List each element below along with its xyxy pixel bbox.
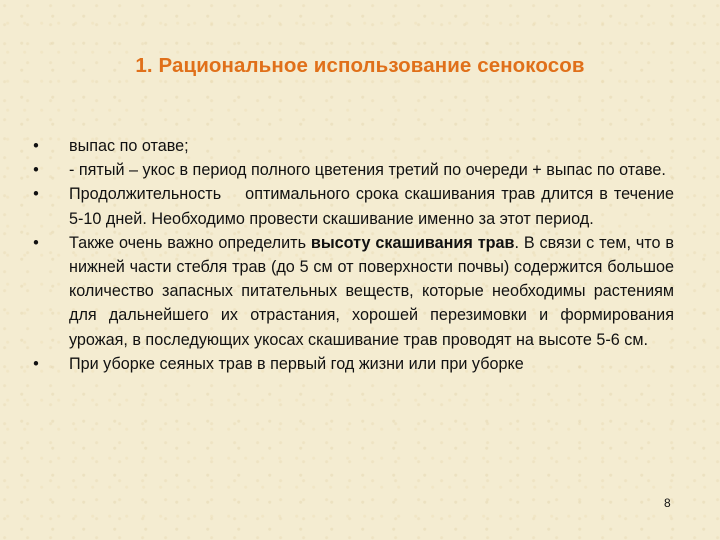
bullet-text: Продолжительность оптимального срока скашивания трав длится в течение 5-10 дней. Необходимо провести скашивание именно за этот период.: [69, 185, 679, 228]
bullet-text: При уборке сеяных трав в первый год жизни или при уборке: [69, 354, 524, 373]
bullet-marker: •: [33, 354, 39, 373]
bullet-text: - пятый – укос в период полного цветения третий по очереди + выпас по отаве.: [69, 161, 666, 180]
page-number: 8: [664, 496, 671, 510]
bullet-item-5: [29, 352, 674, 376]
bullet-marker: •: [33, 161, 39, 180]
bullet-marker: •: [33, 185, 39, 204]
bullet-marker: •: [33, 137, 39, 155]
bullet-text-before: Также очень важно определить: [69, 233, 311, 252]
bullet-text-bold: высоту скашивания трав: [310, 233, 515, 252]
bullet-text: выпас по отаве;: [69, 137, 189, 155]
bullet-marker: •: [33, 233, 39, 252]
slide-title: 1. Рациональное использование сенокосов: [135, 54, 585, 77]
bullet-item-4: [29, 231, 674, 352]
bullet-text-after: . В связи с тем, что в нижней части стебля трав (до 5 см от поверхности почвы) содержится большое количество запасных питательных веществ, которые необходимы растениям для дальнейшего их отрастания, хорошей перезимовки и формирования урожая, в последующих укосах скашивание трав проводят на высоте 5-6 см.: [69, 233, 674, 349]
bullet-list: [29, 134, 679, 376]
bullet-item-3: [29, 182, 679, 230]
bullet-item-2: [29, 158, 674, 182]
bullet-item-1: [29, 134, 674, 158]
